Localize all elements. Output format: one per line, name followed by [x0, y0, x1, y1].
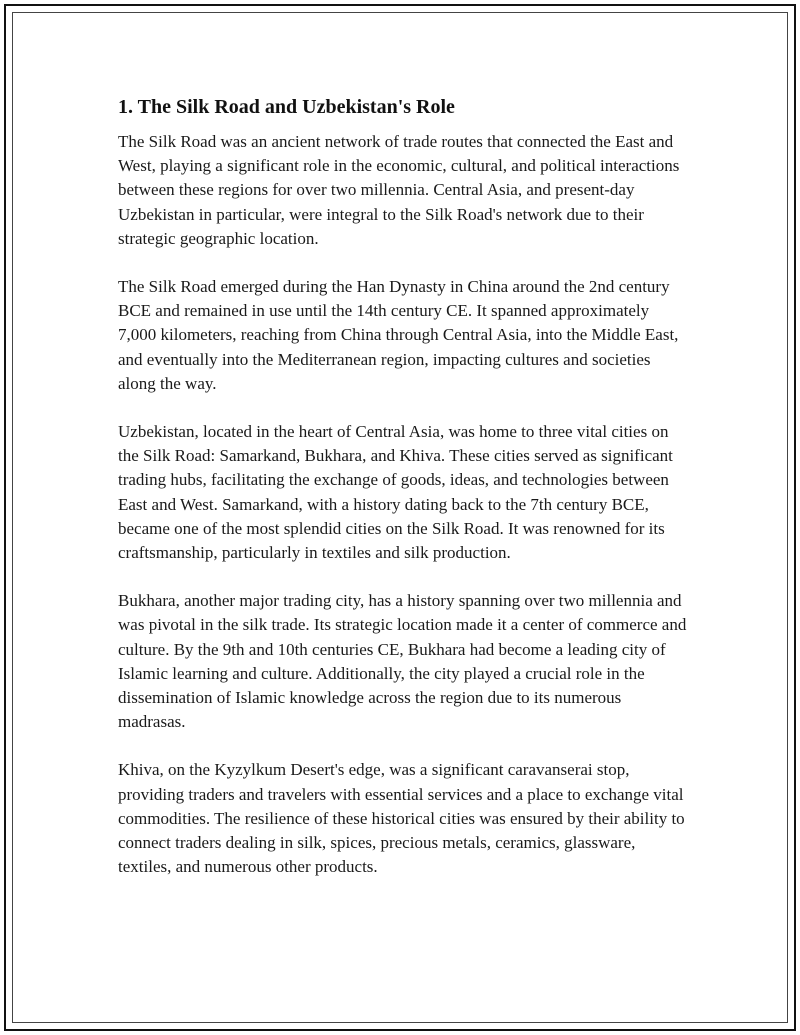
paragraph-khiva: Khiva, on the Kyzylkum Desert's edge, was a significant caravanserai stop, providing traders and travelers with essential services and a place to exchange vital commodities. The resilience of these historical cities was ensured by their ability to connect traders dealing in silk, spices, precious metals, ceramics, glassware, textiles, and numerous other products. [118, 760, 685, 877]
paragraph-uzbekistan-samarkand: Uzbekistan, located in the heart of Central Asia, was home to three vital cities on the Silk Road: Samarkand, Bukhara, and Khiva. These cities served as significant trading hubs, facilitating the exchange of goods, ideas, and technologies between East and West. Samarkand, with a history dating back to the 7th century BCE, became one of the most splendid cities on the Silk Road. It was renowned for its craftsmanship, particularly in textiles and silk production. [118, 422, 673, 563]
document-body [118, 94, 688, 903]
paragraph-bukhara: Bukhara, another major trading city, has a history spanning over two millennia and was pivotal in the silk trade. Its strategic location made it a center of commerce and culture. By the 9th and 10th centuries CE, Bukhara had become a leading city of Islamic learning and culture. Additionally, the city played a crucial role in the dissemination of Islamic knowledge across the region due to its numerous madrasas. [118, 591, 687, 732]
section-title: 1. The Silk Road and Uzbekistan's Role [118, 96, 455, 118]
paragraph-silk-road-intro: The Silk Road was an ancient network of trade routes that connected the East and West, playing a significant role in the economic, cultural, and political interactions between these regions for over two millennia. Central Asia, and present-day Uzbekistan in particular, were integral to the Silk Road's network due to their strategic geographic location. [118, 132, 680, 248]
paragraph-silk-road-history: The Silk Road emerged during the Han Dynasty in China around the 2nd century BCE and remained in use until the 14th century CE. It spanned approximately 7,000 kilometers, reaching from China through Central Asia, into the Middle East, and eventually into the Mediterranean region, impacting cultures and societies along the way. [118, 277, 679, 393]
